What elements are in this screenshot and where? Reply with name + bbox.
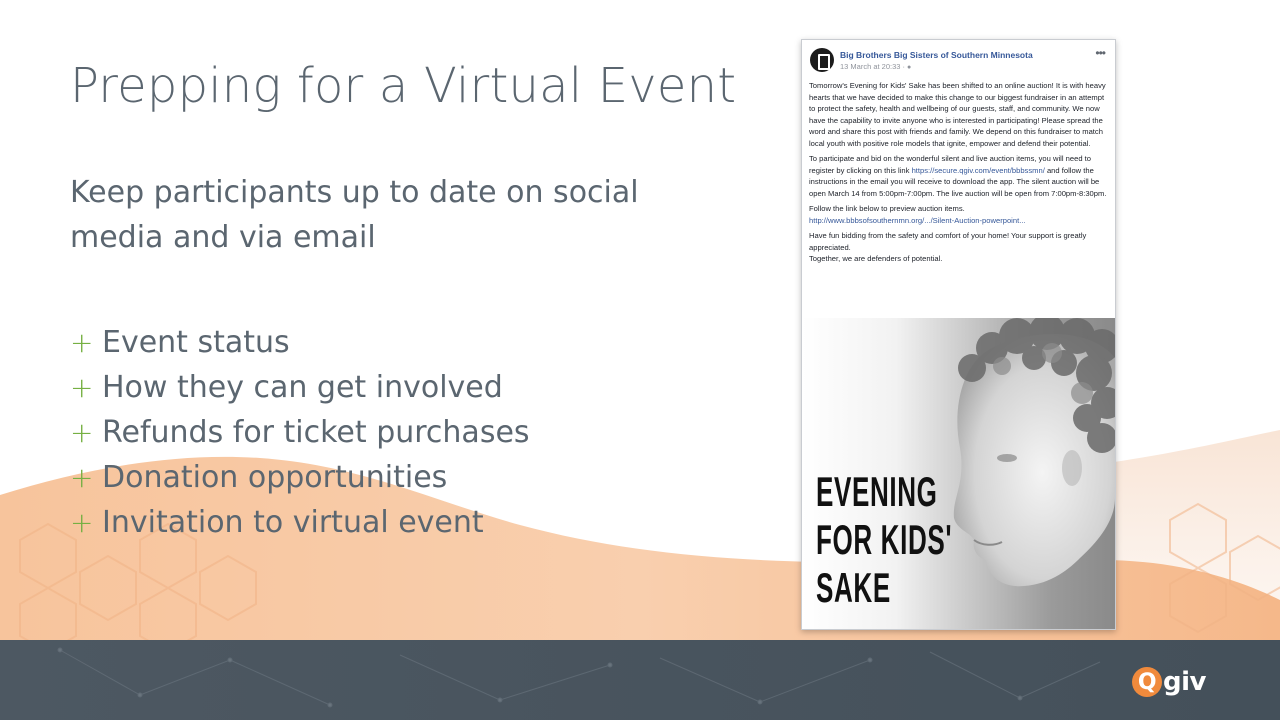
footer-bar xyxy=(0,640,1280,720)
plus-icon: + xyxy=(70,416,94,449)
bullet-text: Event status xyxy=(102,325,290,360)
bullet-text: Donation opportunities xyxy=(102,460,448,495)
page-avatar[interactable] xyxy=(810,48,834,72)
bullet-item xyxy=(70,455,530,500)
register-link[interactable]: https://secure.qgiv.com/event/bbbssmn/ xyxy=(911,165,1045,175)
bullet-item xyxy=(70,500,530,545)
image-text-line: EVENING xyxy=(816,468,938,515)
plus-icon: + xyxy=(70,461,94,494)
post-paragraph xyxy=(809,203,1108,226)
image-text-line: SAKE xyxy=(816,564,891,611)
qgiv-logo xyxy=(1132,664,1206,700)
post-text: Together, we are defenders of potential. xyxy=(809,254,943,263)
post-paragraph xyxy=(809,230,1108,265)
bullet-text: How they can get involved xyxy=(102,370,503,405)
slide-subtitle: Keep participants up to date on social media and via email xyxy=(70,175,639,255)
post-text: Have fun bidding from the safety and comfort of your home! Your support is greatly appreciated. xyxy=(809,231,1087,252)
bullet-item xyxy=(70,410,530,455)
plus-icon: + xyxy=(70,371,94,404)
bullet-item xyxy=(70,320,530,365)
bullet-list xyxy=(70,320,530,545)
preview-link[interactable]: http://www.bbbsofsouthernmn.org/.../Silent-Auction-powerpoint... xyxy=(809,215,1026,225)
qgiv-logo-text: giv xyxy=(1163,667,1206,697)
more-options-icon[interactable]: ••• xyxy=(1095,46,1105,60)
post-timestamp[interactable] xyxy=(840,62,911,71)
post-text: To participate and bid on the wonderful silent and live auction items, you will need to register by clicking on this link xyxy=(809,154,1091,175)
post-text: and follow the instructions in the email you will receive to download the app. The silent auction will be open March 14 from 5:00pm-7:00pm. The live auction will be open from 7:00pm-8:30pm. xyxy=(809,165,1107,198)
post-paragraph xyxy=(809,153,1108,199)
globe-icon: ● xyxy=(907,64,912,71)
qgiv-q-icon: Q xyxy=(1132,667,1162,697)
facebook-post xyxy=(801,39,1116,630)
page-name-link[interactable]: Big Brothers Big Sisters of Southern Minnesota xyxy=(840,50,1033,60)
bullet-item xyxy=(70,365,530,410)
timestamp-text[interactable]: 13 March at 20:33 · xyxy=(840,62,906,71)
image-text-line: FOR KIDS' xyxy=(816,516,953,563)
post-body xyxy=(809,80,1108,269)
post-text: Follow the link below to preview auction items. xyxy=(809,204,965,213)
slide-title: Prepping for a Virtual Event xyxy=(70,58,737,114)
post-paragraph: Tomorrow's Evening for Kids' Sake has been shifted to an online auction! It is with heavy hearts that we have decided to make this change to our biggest fundraiser in an attempt to protect the safety, health and wellbeing of our guests, staff, and community. We now have the capability to invite anyone who is interested in participating! Please spread the word and share this post with friends and family. We depend on this fundraiser to match local youth with positive role models that ignite, empower and defend their potential. xyxy=(809,81,1106,148)
post-image[interactable] xyxy=(802,318,1115,630)
plus-icon: + xyxy=(70,326,94,359)
plus-icon: + xyxy=(70,506,94,539)
bullet-text: Invitation to virtual event xyxy=(102,505,484,540)
bullet-text: Refunds for ticket purchases xyxy=(102,415,530,450)
evening-for-kids-sake-text xyxy=(816,468,952,612)
